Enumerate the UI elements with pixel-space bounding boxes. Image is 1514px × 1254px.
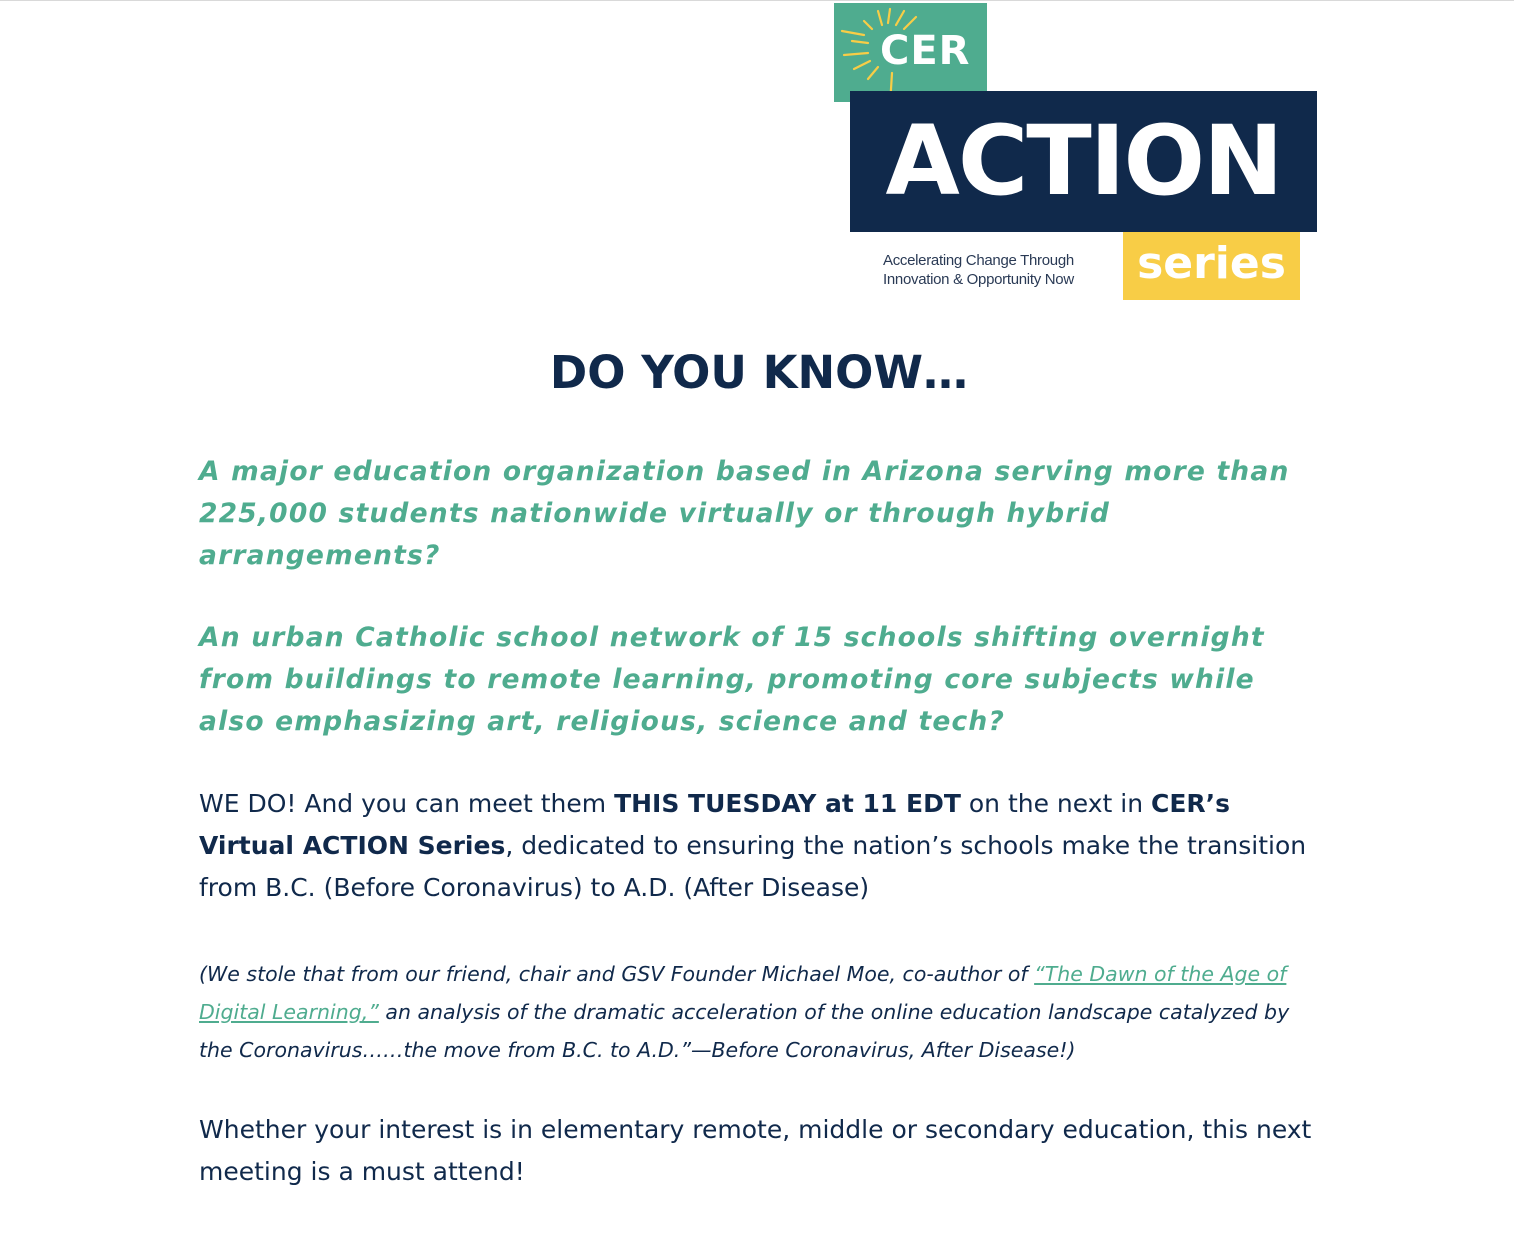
email-content [199,341,1314,1193]
logo-tagline [883,251,1123,289]
article-link[interactable]: “The Dawn of the Age of Digital Learning,” [199,962,1287,1024]
aside-text-before: (We stole that from our friend, chair and GSV Founder Michael Moe, co-author of [199,962,1035,986]
announcement-paragraph [199,783,1314,909]
announcement-text-3: , dedicated to ensuring the nation’s schools make the transition from B.C. (Before Coronavirus) to A.D. (After Disease) [199,831,1307,902]
aside-text-after: an analysis of the dramatic acceleration of the online education landscape catalyzed by the Coronavirus……the move from B.C. to A.D.”—Before Coronavirus, After Disease!) [199,1000,1290,1062]
series-name: CER’s Virtual ACTION Series [199,789,1231,860]
aside-paragraph [199,955,1314,1069]
question-2: An urban Catholic school network of 15 schools shifting overnight from buildings to remote learning, promoting core subjects while also emphasizing art, religious, science and tech? [199,622,1265,737]
logo-series-text: series [1137,238,1286,289]
logo-cer-text: CER [880,28,971,74]
logo-action-text: ACTION [885,105,1282,217]
tagline-line-2: Innovation & Opportunity Now [883,271,1074,288]
event-time: THIS TUESDAY at 11 EDT [614,789,961,818]
tagline-line-1: Accelerating Change Through [883,252,1074,269]
question-1: A major education organization based in Arizona serving more than 225,000 students nationwide virtually or through hybrid arrangements? [199,456,1290,571]
page-title: DO YOU KNOW… [549,346,969,399]
announcement-text-2: on the next in [960,789,1151,818]
announcement-text-1: WE DO! And you can meet them [199,789,615,818]
closing-paragraph: Whether your interest is in elementary remote, middle or secondary education, this next meeting is a must attend! [199,1115,1312,1186]
cer-action-series-logo [0,1,1514,311]
